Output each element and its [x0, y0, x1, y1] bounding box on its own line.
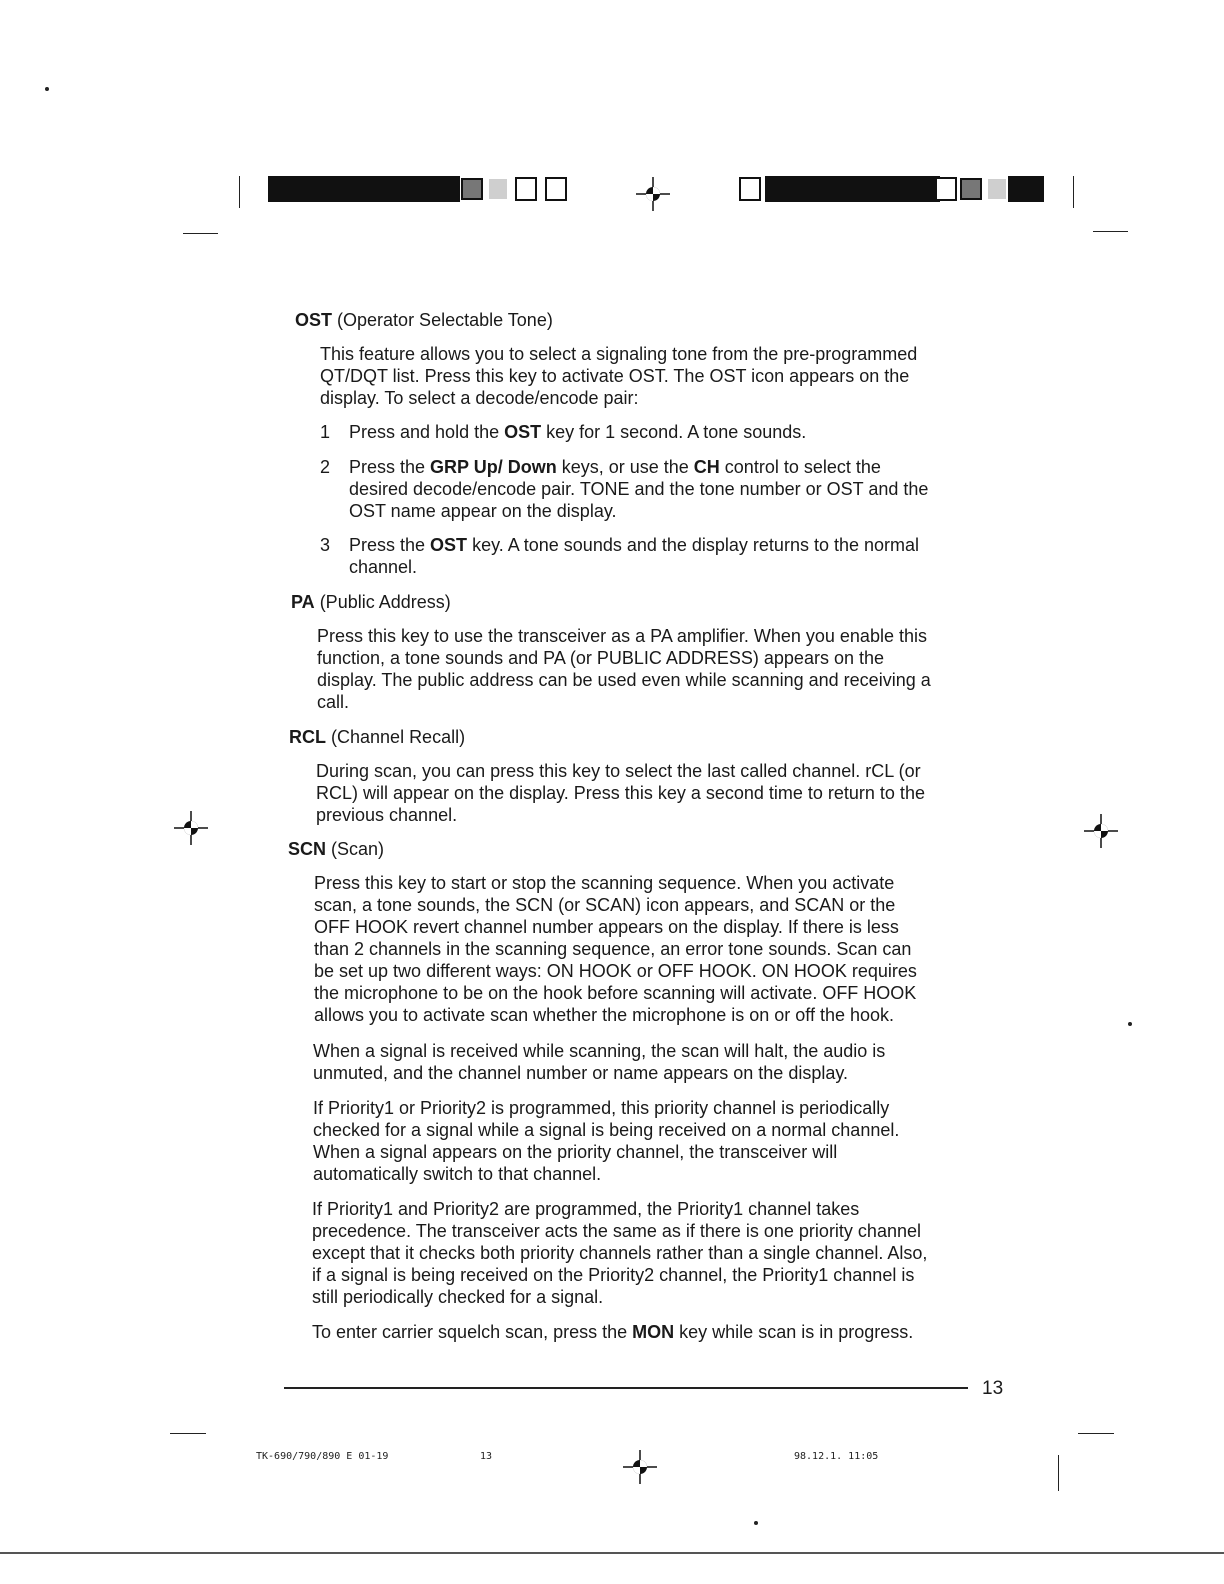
crop-mark-bottom-right-horizontal	[1078, 1433, 1114, 1434]
footer-rule	[284, 1387, 968, 1389]
ost-para-line: QT/DQT list. Press this key to activate OST. The OST icon appears on the	[320, 366, 910, 386]
crop-mark-right-vertical	[1073, 176, 1074, 208]
header-grey-swatch-left	[461, 178, 483, 200]
rcl-para-line: previous channel.	[316, 805, 458, 825]
scn-heading-desc: (Scan)	[331, 839, 385, 859]
step-text: Press the GRP Up/ Down keys, or use the CH control to select the desired decode/encode pair. TONE and the tone number or OST and the OST name appear on the display.	[349, 457, 929, 521]
header-bar-right-end	[1008, 176, 1044, 202]
header-light-swatch-right	[988, 179, 1006, 199]
registration-mark-top-icon	[636, 177, 670, 211]
scn-para-line: if a signal is being received on the Priority2 channel, the Priority1 channel is	[312, 1265, 915, 1285]
grp-key-label: GRP Up/ Down	[430, 457, 557, 477]
ost-para-line: display. To select a decode/encode pair:	[320, 388, 639, 408]
rcl-para-line: During scan, you can press this key to select the last called channel. rCL (or	[316, 761, 921, 781]
scn-para-line: be set up two different ways: ON HOOK or OFF HOOK. ON HOOK requires	[314, 961, 917, 981]
rcl-heading-key: RCL	[289, 727, 326, 747]
ost-key-label: OST	[430, 535, 468, 555]
pa-para-line: call.	[317, 692, 350, 712]
scn-para-line: scan, a tone sounds, the SCN (or SCAN) icon appears, and SCAN or the	[314, 895, 896, 915]
registration-mark-right-icon	[1084, 814, 1118, 848]
scn-para-line: unmuted, and the channel number or name appears on the display.	[313, 1063, 849, 1083]
scn-para-line: If Priority1 or Priority2 is programmed, this priority channel is periodically	[313, 1098, 890, 1118]
scan-speck	[754, 1521, 758, 1525]
registration-mark-bottom-icon	[623, 1450, 657, 1484]
ost-heading-key: OST	[295, 310, 333, 330]
pa-paragraph	[317, 625, 931, 713]
scn-para-line: precedence. The transceiver acts the same as if there is one priority channel	[312, 1221, 921, 1241]
scn-para-line: than 2 channels in the scanning sequence, an error tone sounds. Scan can	[314, 939, 912, 959]
rcl-heading	[289, 726, 465, 748]
step-text: Press and hold the OST key for 1 second. A tone sounds.	[349, 422, 807, 442]
crop-mark-left-horizontal	[183, 233, 218, 234]
scn-heading-key: SCN	[288, 839, 327, 859]
header-grey-swatch-right	[960, 178, 982, 200]
rcl-heading-desc: (Channel Recall)	[331, 727, 466, 747]
pa-para-line: function, a tone sounds and PA (or PUBLIC ADDRESS) appears on the	[317, 648, 884, 668]
ost-paragraph	[320, 343, 917, 409]
scn-para-line: checked for a signal while a signal is being received on a normal channel.	[313, 1120, 900, 1140]
pa-para-line: Press this key to use the transceiver as a PA amplifier. When you enable this	[317, 626, 927, 646]
scn-paragraph-3	[313, 1097, 899, 1185]
rcl-paragraph	[316, 760, 925, 826]
scn-para-line: OFF HOOK revert channel number appears on the display. If there is less	[314, 917, 899, 937]
registration-mark-left-icon	[174, 811, 208, 845]
header-box-left-1	[515, 177, 537, 201]
header-bar-right	[765, 176, 940, 202]
header-light-swatch-left	[489, 179, 507, 199]
header-box-right-2	[935, 177, 957, 201]
footer-sheet-number: 13	[480, 1451, 493, 1462]
scn-para-line: When a signal is received while scanning, the scan will halt, the audio is	[313, 1041, 886, 1061]
scan-speck	[1128, 1022, 1132, 1026]
crop-mark-bottom-left-horizontal	[170, 1433, 206, 1434]
pa-heading-desc: (Public Address)	[319, 592, 451, 612]
ost-heading-desc: (Operator Selectable Tone)	[337, 310, 553, 330]
pa-heading-key: PA	[291, 592, 315, 612]
scn-para-line: the microphone to be on the hook before scanning will activate. OFF HOOK	[314, 983, 917, 1003]
page-number: 13	[982, 1378, 1004, 1399]
header-box-left-2	[545, 177, 567, 201]
scn-para-line: still periodically checked for a signal.	[312, 1287, 604, 1307]
crop-mark-bottom-right-vertical	[1058, 1455, 1059, 1491]
ost-step-3	[320, 534, 1020, 578]
scn-paragraph-4	[312, 1198, 927, 1308]
header-bar-left	[268, 176, 460, 202]
scan-edge-line	[0, 1552, 1224, 1554]
step-number: 2	[320, 457, 331, 477]
ost-heading	[295, 309, 553, 331]
mon-key-label: MON	[632, 1322, 675, 1342]
step-text: Press the OST key. A tone sounds and the display returns to the normal channel.	[349, 535, 920, 577]
scn-para-line: allows you to activate scan whether the microphone is on or off the hook.	[314, 1005, 894, 1025]
step-number: 1	[320, 422, 331, 442]
scn-paragraph-5: To enter carrier squelch scan, press the MON key while scan is in progress.	[312, 1322, 914, 1342]
rcl-para-line: RCL) will appear on the display. Press this key a second time to return to the	[316, 783, 925, 803]
scan-speck	[45, 87, 49, 91]
step-number: 3	[320, 535, 331, 555]
crop-mark-right-horizontal	[1093, 231, 1128, 232]
footer-print-timestamp: 98.12.1. 11:05	[794, 1451, 879, 1462]
pa-para-line: display. The public address can be used even while scanning and receiving a	[317, 670, 931, 690]
scn-para-line: automatically switch to that channel.	[313, 1164, 602, 1184]
footer-print-code: TK-690/790/890 E 01-19	[256, 1451, 389, 1462]
ost-step-2	[320, 456, 1020, 522]
scn-para-line: If Priority1 and Priority2 are programmed, the Priority1 channel takes	[312, 1199, 860, 1219]
header-box-right-1	[739, 177, 761, 201]
ch-key-label: CH	[693, 457, 720, 477]
ost-step-1	[320, 421, 1020, 443]
pa-heading	[291, 591, 451, 613]
crop-mark-left-vertical	[239, 176, 240, 208]
scn-paragraph-2	[313, 1040, 885, 1084]
scn-para-line: Press this key to start or stop the scanning sequence. When you activate	[314, 873, 895, 893]
scn-para-line: except that it checks both priority channels rather than a single channel. Also,	[312, 1243, 928, 1263]
scn-para-line: When a signal appears on the priority channel, the transceiver will	[313, 1142, 838, 1162]
scn-heading	[288, 838, 384, 860]
ost-para-line: This feature allows you to select a signaling tone from the pre-programmed	[320, 344, 918, 364]
scn-paragraph-1	[314, 872, 917, 1026]
ost-key-label: OST	[504, 422, 542, 442]
